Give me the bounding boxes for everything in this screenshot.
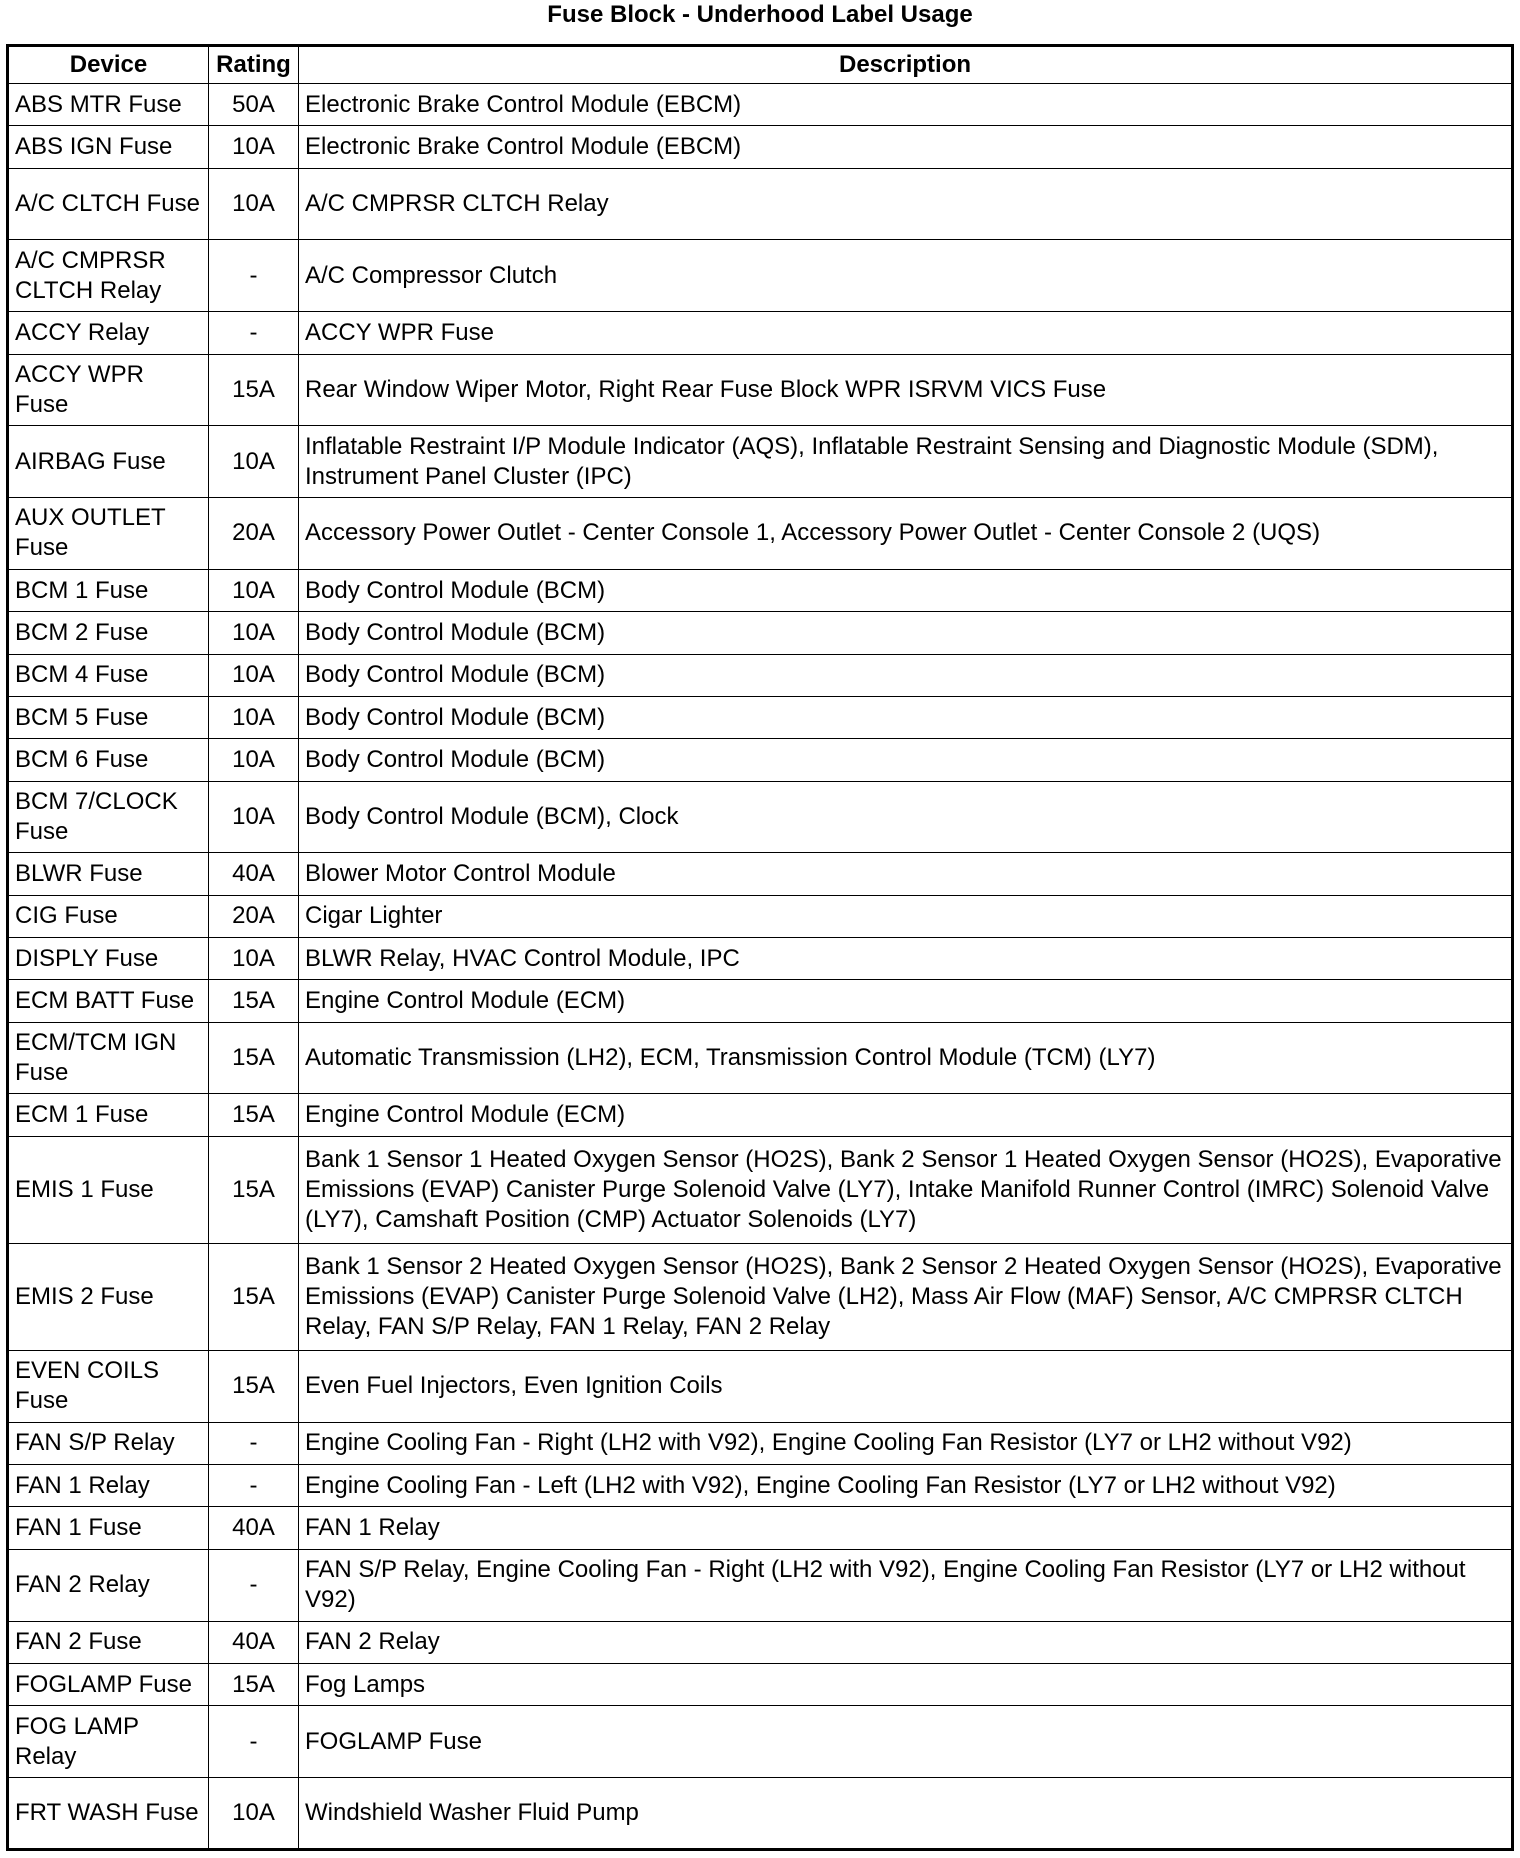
cell-rating: 15A: [209, 980, 299, 1022]
cell-description: A/C Compressor Clutch: [299, 240, 1513, 312]
table-row: [8, 498, 1513, 570]
cell-rating: 40A: [209, 1621, 299, 1663]
cell-rating: -: [209, 1465, 299, 1507]
cell-rating: 10A: [209, 938, 299, 980]
cell-rating: -: [209, 1706, 299, 1778]
table-row: [8, 739, 1513, 781]
cell-rating: 10A: [209, 569, 299, 611]
table-row: [8, 696, 1513, 738]
cell-description: Fog Lamps: [299, 1663, 1513, 1705]
cell-description: FOGLAMP Fuse: [299, 1706, 1513, 1778]
cell-device: ABS MTR Fuse: [8, 84, 209, 126]
cell-device: ACCY WPR Fuse: [8, 354, 209, 426]
cell-device: A/C CMPRSR CLTCH Relay: [8, 240, 209, 312]
fuse-usage-table: [6, 44, 1514, 1851]
table-row: [8, 1549, 1513, 1621]
cell-device: BCM 1 Fuse: [8, 569, 209, 611]
cell-description: Electronic Brake Control Module (EBCM): [299, 126, 1513, 168]
table-row: [8, 312, 1513, 354]
table-row: [8, 938, 1513, 980]
cell-device: FAN 2 Fuse: [8, 1621, 209, 1663]
cell-description: Engine Cooling Fan - Right (LH2 with V92), Engine Cooling Fan Resistor (LY7 or LH2 without V92): [299, 1422, 1513, 1464]
cell-device: BCM 5 Fuse: [8, 696, 209, 738]
cell-device: AUX OUTLET Fuse: [8, 498, 209, 570]
cell-device: FAN S/P Relay: [8, 1422, 209, 1464]
cell-rating: 10A: [209, 654, 299, 696]
table-row: [8, 426, 1513, 498]
table-row: [8, 1094, 1513, 1136]
header-description: Description: [299, 46, 1513, 84]
table-row: [8, 980, 1513, 1022]
cell-description: Engine Cooling Fan - Left (LH2 with V92), Engine Cooling Fan Resistor (LY7 or LH2 without V92): [299, 1465, 1513, 1507]
cell-device: FAN 1 Relay: [8, 1465, 209, 1507]
cell-rating: 10A: [209, 168, 299, 240]
cell-rating: 10A: [209, 612, 299, 654]
cell-rating: 15A: [209, 1136, 299, 1243]
table-row: [8, 1350, 1513, 1422]
cell-rating: 50A: [209, 84, 299, 126]
cell-description: FAN 1 Relay: [299, 1507, 1513, 1549]
cell-description: BLWR Relay, HVAC Control Module, IPC: [299, 938, 1513, 980]
cell-device: EVEN COILS Fuse: [8, 1350, 209, 1422]
cell-description: FAN 2 Relay: [299, 1621, 1513, 1663]
cell-rating: 10A: [209, 739, 299, 781]
cell-rating: -: [209, 240, 299, 312]
cell-rating: 15A: [209, 1094, 299, 1136]
table-row: [8, 1422, 1513, 1464]
cell-description: Bank 1 Sensor 1 Heated Oxygen Sensor (HO2S), Bank 2 Sensor 1 Heated Oxygen Sensor (HO2S), Evaporative Emissions (EVAP) Canister Purge Solenoid Valve (LY7), Intake Manifold Runner Control (IMRC) Solenoid Valve (LY7), Camshaft Position (CMP) Actuator Solenoids (LY7): [299, 1136, 1513, 1243]
cell-device: FAN 2 Relay: [8, 1549, 209, 1621]
cell-description: Engine Control Module (ECM): [299, 980, 1513, 1022]
cell-description: Bank 1 Sensor 2 Heated Oxygen Sensor (HO2S), Bank 2 Sensor 2 Heated Oxygen Sensor (HO2S), Evaporative Emissions (EVAP) Canister Purge Solenoid Valve (LH2), Mass Air Flow (MAF) Sensor, A/C CMPRSR CLTCH Relay, FAN S/P Relay, FAN 1 Relay, FAN 2 Relay: [299, 1243, 1513, 1350]
cell-rating: 15A: [209, 354, 299, 426]
cell-description: Even Fuel Injectors, Even Ignition Coils: [299, 1350, 1513, 1422]
cell-description: Blower Motor Control Module: [299, 853, 1513, 895]
cell-rating: -: [209, 1422, 299, 1464]
table-body: [8, 84, 1513, 1850]
cell-device: ECM BATT Fuse: [8, 980, 209, 1022]
cell-device: BCM 2 Fuse: [8, 612, 209, 654]
cell-description: Windshield Washer Fluid Pump: [299, 1777, 1513, 1849]
cell-device: FRT WASH Fuse: [8, 1777, 209, 1849]
cell-description: Cigar Lighter: [299, 895, 1513, 937]
cell-device: AIRBAG Fuse: [8, 426, 209, 498]
cell-device: BCM 6 Fuse: [8, 739, 209, 781]
cell-rating: 15A: [209, 1663, 299, 1705]
cell-device: FAN 1 Fuse: [8, 1507, 209, 1549]
cell-description: A/C CMPRSR CLTCH Relay: [299, 168, 1513, 240]
table-row: [8, 853, 1513, 895]
cell-description: Electronic Brake Control Module (EBCM): [299, 84, 1513, 126]
table-row: [8, 1136, 1513, 1243]
table-row: [8, 1706, 1513, 1778]
cell-device: EMIS 2 Fuse: [8, 1243, 209, 1350]
cell-description: Body Control Module (BCM): [299, 696, 1513, 738]
cell-description: ACCY WPR Fuse: [299, 312, 1513, 354]
table-row: [8, 354, 1513, 426]
cell-description: Body Control Module (BCM): [299, 654, 1513, 696]
header-rating: Rating: [209, 46, 299, 84]
cell-description: Rear Window Wiper Motor, Right Rear Fuse Block WPR ISRVM VICS Fuse: [299, 354, 1513, 426]
cell-description: FAN S/P Relay, Engine Cooling Fan - Right (LH2 with V92), Engine Cooling Fan Resistor (LY7 or LH2 without V92): [299, 1549, 1513, 1621]
table-row: [8, 895, 1513, 937]
cell-rating: 10A: [209, 696, 299, 738]
cell-device: FOGLAMP Fuse: [8, 1663, 209, 1705]
cell-description: Body Control Module (BCM): [299, 612, 1513, 654]
table-row: [8, 1243, 1513, 1350]
cell-rating: 20A: [209, 498, 299, 570]
table-row: [8, 84, 1513, 126]
table-row: [8, 612, 1513, 654]
cell-device: CIG Fuse: [8, 895, 209, 937]
cell-rating: 10A: [209, 1777, 299, 1849]
cell-device: ECM 1 Fuse: [8, 1094, 209, 1136]
table-row: [8, 1663, 1513, 1705]
cell-description: Engine Control Module (ECM): [299, 1094, 1513, 1136]
cell-description: Automatic Transmission (LH2), ECM, Transmission Control Module (TCM) (LY7): [299, 1022, 1513, 1094]
table-row: [8, 168, 1513, 240]
cell-rating: 40A: [209, 1507, 299, 1549]
table-row: [8, 1621, 1513, 1663]
cell-rating: 10A: [209, 426, 299, 498]
cell-device: ACCY Relay: [8, 312, 209, 354]
page-title: Fuse Block - Underhood Label Usage: [547, 1, 973, 28]
cell-description: Body Control Module (BCM): [299, 569, 1513, 611]
cell-rating: 15A: [209, 1350, 299, 1422]
header-device: Device: [8, 46, 209, 84]
cell-description: Accessory Power Outlet - Center Console 1, Accessory Power Outlet - Center Console 2 (UQS): [299, 498, 1513, 570]
cell-rating: 15A: [209, 1243, 299, 1350]
table-row: [8, 1465, 1513, 1507]
cell-device: A/C CLTCH Fuse: [8, 168, 209, 240]
table-row: [8, 1777, 1513, 1849]
cell-rating: 10A: [209, 781, 299, 853]
cell-rating: -: [209, 1549, 299, 1621]
cell-description: Body Control Module (BCM): [299, 739, 1513, 781]
cell-rating: 10A: [209, 126, 299, 168]
cell-device: EMIS 1 Fuse: [8, 1136, 209, 1243]
cell-rating: 40A: [209, 853, 299, 895]
table-row: [8, 654, 1513, 696]
table-row: [8, 240, 1513, 312]
table-header-row: [8, 46, 1513, 84]
cell-device: BCM 7/CLOCK Fuse: [8, 781, 209, 853]
table-row: [8, 781, 1513, 853]
table-row: [8, 1507, 1513, 1549]
cell-rating: 15A: [209, 1022, 299, 1094]
table-row: [8, 1022, 1513, 1094]
cell-device: BCM 4 Fuse: [8, 654, 209, 696]
cell-device: FOG LAMP Relay: [8, 1706, 209, 1778]
table-row: [8, 569, 1513, 611]
table-row: [8, 126, 1513, 168]
cell-device: DISPLY Fuse: [8, 938, 209, 980]
cell-rating: 20A: [209, 895, 299, 937]
cell-description: Inflatable Restraint I/P Module Indicator (AQS), Inflatable Restraint Sensing and Diagnostic Module (SDM), Instrument Panel Cluster (IPC): [299, 426, 1513, 498]
cell-description: Body Control Module (BCM), Clock: [299, 781, 1513, 853]
cell-device: ECM/TCM IGN Fuse: [8, 1022, 209, 1094]
cell-rating: -: [209, 312, 299, 354]
cell-device: BLWR Fuse: [8, 853, 209, 895]
cell-device: ABS IGN Fuse: [8, 126, 209, 168]
